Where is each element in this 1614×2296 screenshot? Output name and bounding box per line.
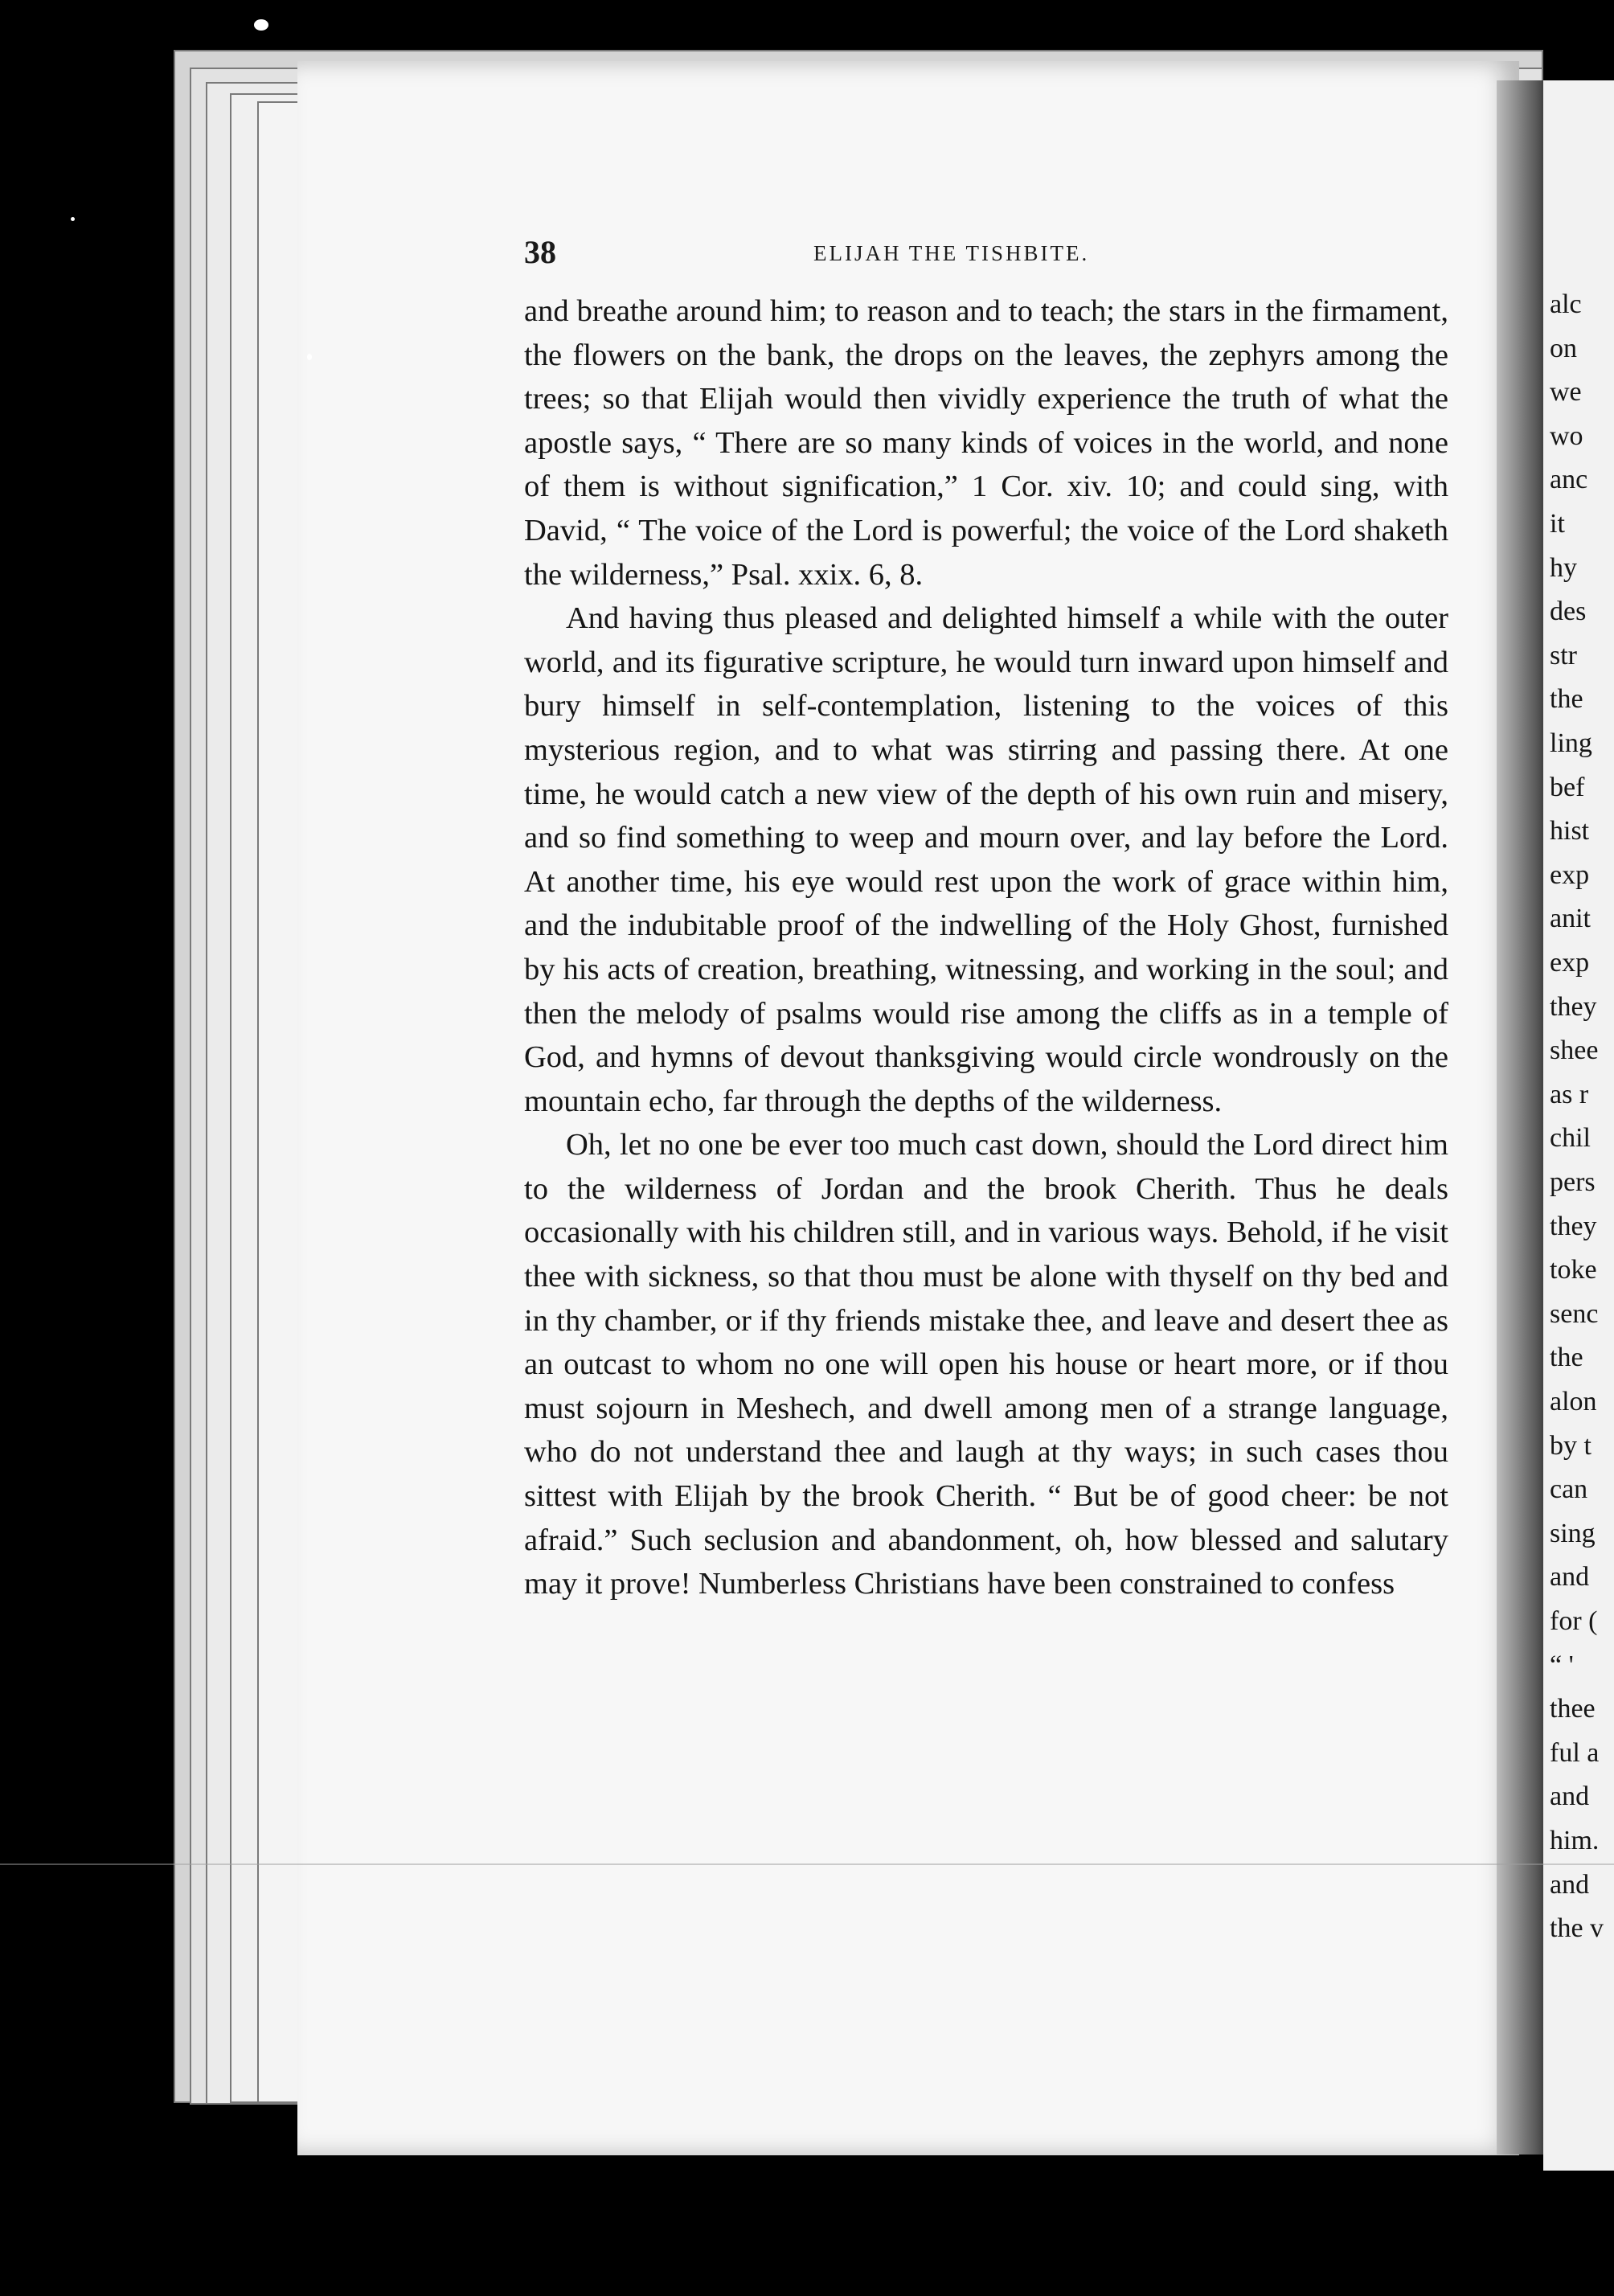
facing-page-line: anit <box>1550 904 1591 934</box>
facing-page-line: it <box>1550 509 1565 539</box>
scan-speck <box>307 354 312 360</box>
facing-page-line: des <box>1550 597 1587 627</box>
facing-page-line: thee <box>1550 1694 1596 1724</box>
facing-page-line: and <box>1550 1869 1590 1900</box>
page-number: 38 <box>524 234 556 270</box>
facing-page-line: and <box>1550 1562 1590 1593</box>
facing-page-line: and <box>1550 1781 1590 1812</box>
page-body <box>524 289 1448 1606</box>
facing-page-line: the v <box>1550 1913 1604 1944</box>
facing-page-line: they <box>1550 1211 1597 1241</box>
paragraph: And having thus pleased and delighted himself a while with the outer world, and its figurative scripture, he would turn inward upon himself and bury himself in self-contemplation, listening to the voices of this mysterious region, and to what was stirring and passing there. At one time, he would catch a new view of the depth of his own ruin and misery, and so find something to weep and mourn over, and lay before the Lord. At another time, his eye would rest upon the work of grace within him, and the indubitable proof of the indwelling of the Holy Ghost, furnished by his acts of creation, breathing, witnessing, and working in the soul; and then the melody of psalms would rise among the cliffs as in a temple of God, and hymns of devout thanksgiving would circle wondrously on the mountain echo, far through the depths of the wilderness. <box>524 601 1448 1118</box>
facing-page-line: sing <box>1550 1518 1596 1548</box>
facing-page-line: str <box>1550 640 1577 670</box>
facing-page-line: on <box>1550 333 1577 363</box>
facing-page-line: “ ' <box>1550 1650 1574 1680</box>
facing-page-line: for ( <box>1550 1606 1598 1636</box>
facing-page-line: hist <box>1550 816 1590 847</box>
paragraph: and breathe around him; to reason and to teach; the stars in the firmament, the flowers on the bank, the drops on the leaves, the zephyrs among the trees; so that Elijah would then vividly experience the truth of what the apostle says, “ There are so many kinds of voices in the world, and none of them is without signification,” 1 Cor. xiv. 10; and could sing, with David, “ The voice of the Lord is powerful; the voice of the Lord shaketh the wilderness,” Psal. xxix. 6, 8. <box>524 294 1448 592</box>
facing-page-line: they <box>1550 991 1597 1022</box>
facing-page-line: him. <box>1550 1826 1600 1855</box>
scan-speck <box>254 19 268 31</box>
facing-page-line: can <box>1550 1474 1588 1505</box>
facing-page-line: ling <box>1550 728 1592 758</box>
facing-page-line: bef <box>1550 772 1585 802</box>
facing-page-line: toke <box>1550 1255 1597 1285</box>
facing-page-line: wo <box>1550 420 1583 451</box>
facing-page-line: we <box>1550 377 1582 408</box>
facing-page-line: chil <box>1550 1123 1591 1154</box>
facing-page-line: ful a <box>1550 1737 1600 1768</box>
facing-page-line: as r <box>1550 1079 1589 1109</box>
facing-page-line: exp <box>1550 859 1590 890</box>
facing-page-line: pers <box>1550 1167 1596 1197</box>
facing-page-line: the <box>1550 684 1583 715</box>
facing-page-line: senc <box>1550 1298 1599 1329</box>
facing-page-line: anc <box>1550 465 1588 495</box>
facing-page-line: alon <box>1550 1387 1597 1417</box>
facing-page-line: by t <box>1550 1430 1591 1461</box>
facing-page-line: hy <box>1550 552 1577 583</box>
facing-page-line: the <box>1550 1343 1583 1373</box>
paragraph: Oh, let no one be ever too much cast down, should the Lord direct him to the wilderness of Jordan and the brook Cherith. Thus he deals occasionally with his children still, and in various ways. Behold, if he visit thee with sickness, so that thou must be alone with thyself on thy bed and in thy chamber, or if thy friends mistake thee, and leave and desert thee as an outcast to whom no one will open his house or heart more, or if thou must sojourn in Meshech, and dwell among men of a strange language, who do not understand thee and laugh at thy ways; in such cases thou sittest with Elijah by the brook Cherith. “ But be of good cheer: be not afraid.” Such seclusion and abandonment, oh, how blessed and salutary may it prove! Numberless Christians have been constrained to confess <box>524 1128 1448 1601</box>
running-title: ELIJAH THE TISHBITE. <box>813 241 1090 265</box>
facing-page-line: shee <box>1550 1035 1599 1066</box>
facing-page <box>1543 80 1614 2171</box>
facing-page-line: alc <box>1550 289 1582 319</box>
scan-line-artifact <box>0 1863 1614 1865</box>
running-head <box>524 233 1448 273</box>
facing-page-line: exp <box>1550 948 1590 978</box>
scan-speck <box>71 217 75 221</box>
